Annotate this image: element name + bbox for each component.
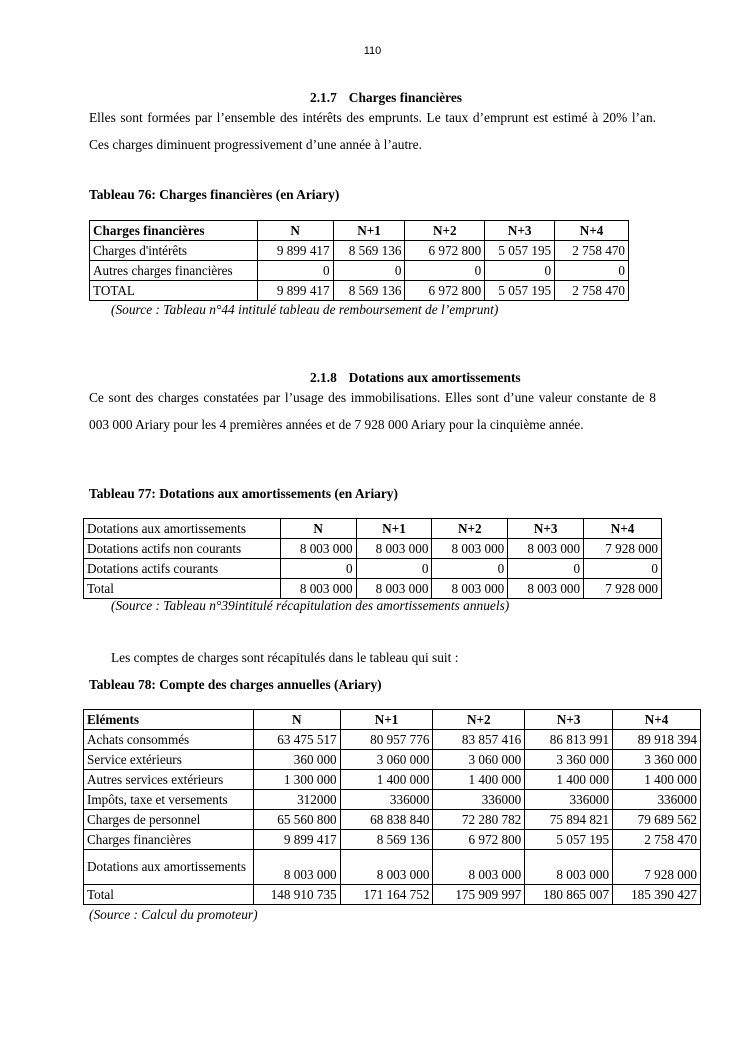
table-cell: 7 928 000 [584,539,662,559]
table-cell: Charges financières [84,830,254,850]
table-cell: 8 003 000 [432,539,508,559]
table-cell: 1 400 000 [613,770,701,790]
table-cell: 63 475 517 [253,730,340,750]
table-cell: 1 300 000 [253,770,340,790]
table-cell: 175 909 997 [433,885,525,905]
table-cell: 336000 [433,790,525,810]
table-header-cell: Dotations aux amortissements [84,519,281,539]
table-cell: 2 758 470 [613,830,701,850]
section-paragraph: Elles sont formées par l’ensemble des intérêts des emprunts. Le taux d’emprunt est estimé à 20% l’an. Ces charges diminuent progressivement d’une année à l’autre. [89,110,656,152]
table-row [84,790,701,810]
table-source: (Source : Tableau n°44 intitulé tableau de remboursement de l’emprunt) [111,302,499,317]
table-cell: 89 918 394 [613,730,701,750]
table-row [84,539,662,559]
intro-text: Les comptes de charges sont récapitulés dans le tableau qui suit : [111,650,459,665]
table-row [84,810,701,830]
table-cell: 8 003 000 [280,539,356,559]
table-cell: 336000 [340,790,433,810]
table-cell: 2 758 470 [555,281,629,301]
table-cell: 171 164 752 [340,885,433,905]
table-cell: 3 060 000 [340,750,433,770]
table-cell: 8 569 136 [333,241,405,261]
table-cell: 1 400 000 [525,770,613,790]
table-cell: 0 [333,261,405,281]
table-cell: 8 003 000 [433,850,525,885]
table-cell: 6 972 800 [433,830,525,850]
table-cell: 8 003 000 [525,850,613,885]
table-cell: 7 928 000 [613,850,701,885]
table-cell: 0 [356,559,432,579]
section-number: 2.1.8 [310,370,337,385]
table-cell: 0 [257,261,333,281]
table-source: (Source : Tableau n°39intitulé récapitulation des amortissements annuels) [111,598,510,613]
table-row [84,750,701,770]
table-cell: 7 928 000 [584,579,662,599]
table-cell: 8 003 000 [280,579,356,599]
table-header-cell: N+4 [613,710,701,730]
table-caption: Tableau 78: Compte des charges annuelles (Ariary) [89,677,382,692]
table-dotations-amortissements [83,518,662,599]
table-caption: Tableau 76: Charges financières (en Ariary) [89,187,340,202]
table-cell: 75 894 821 [525,810,613,830]
table-cell: 8 003 000 [508,579,584,599]
table-cell: Autres services extérieurs [84,770,254,790]
table-cell: 6 972 800 [405,241,485,261]
table-cell: 8 569 136 [340,830,433,850]
table-cell: Total [84,885,254,905]
table-cell: Dotations actifs non courants [84,539,281,559]
table-cell: 336000 [613,790,701,810]
table-cell: 8 003 000 [340,850,433,885]
table-cell: Dotations actifs courants [84,559,281,579]
table-cell: Impôts, taxe et versements [84,790,254,810]
table-cell: Charges de personnel [84,810,254,830]
table-row [90,241,629,261]
table-row [84,559,662,579]
table-header-cell: N [257,221,333,241]
table-row [84,730,701,750]
table-row [90,281,629,301]
section-number: 2.1.7 [310,90,337,105]
table-row [84,885,701,905]
table-header-row [84,710,701,730]
table-header-cell: N+3 [485,221,555,241]
table-cell: 3 060 000 [433,750,525,770]
table-compte-charges-annuelles [83,709,701,905]
table-header-cell: N+3 [508,519,584,539]
table-header-cell: N+1 [356,519,432,539]
table-cell: Achats consommés [84,730,254,750]
table-cell: 8 003 000 [356,579,432,599]
table-cell: 0 [432,559,508,579]
table-cell: 336000 [525,790,613,810]
table-cell: 8 003 000 [356,539,432,559]
table-cell: Total [84,579,281,599]
table-cell: 9 899 417 [257,281,333,301]
table-header-cell: N+3 [525,710,613,730]
table-header-cell: Charges financières [90,221,258,241]
table-cell: 8 569 136 [333,281,405,301]
table-header-row [90,221,629,241]
table-header-cell: N+1 [333,221,405,241]
table-cell: 68 838 840 [340,810,433,830]
table-cell: 79 689 562 [613,810,701,830]
table-cell: 8 003 000 [253,850,340,885]
table-cell: TOTAL [90,281,258,301]
table-caption: Tableau 77: Dotations aux amortissements (en Ariary) [89,486,398,501]
section-paragraph: Ce sont des charges constatées par l’usage des immobilisations. Elles sont d’une valeur constante de 8 003 000 Ariary pour les 4 premières années et de 7 928 000 Ariary pour la cinquième année. [89,390,656,432]
table-cell: Autres charges financières [90,261,258,281]
table-cell: 0 [485,261,555,281]
table-source: (Source : Calcul du promoteur) [89,907,258,922]
table-cell: 3 360 000 [525,750,613,770]
section-title: Dotations aux amortissements [348,370,521,385]
table-cell: 86 813 991 [525,730,613,750]
table-cell: 1 400 000 [340,770,433,790]
table-header-cell: N [253,710,340,730]
table-cell: Service extérieurs [84,750,254,770]
table-header-cell: N [280,519,356,539]
table-header-row [84,519,662,539]
page-number: 110 [363,45,382,57]
table-cell: 5 057 195 [485,281,555,301]
table-header-cell: N+4 [555,221,629,241]
table-cell: 80 957 776 [340,730,433,750]
table-cell: 148 910 735 [253,885,340,905]
table-cell: Dotations aux amortissements [84,850,254,885]
table-cell: 1 400 000 [433,770,525,790]
table-cell: 0 [508,559,584,579]
table-header-cell: N+2 [405,221,485,241]
table-cell: 9 899 417 [253,830,340,850]
table-cell: 9 899 417 [257,241,333,261]
table-cell: 185 390 427 [613,885,701,905]
table-cell: 0 [280,559,356,579]
table-header-cell: N+2 [432,519,508,539]
table-header-cell: N+4 [584,519,662,539]
table-cell: 180 865 007 [525,885,613,905]
table-cell: Charges d'intérêts [90,241,258,261]
table-header-cell: N+1 [340,710,433,730]
table-cell: 0 [555,261,629,281]
table-cell: 72 280 782 [433,810,525,830]
table-cell: 2 758 470 [555,241,629,261]
table-row [84,579,662,599]
table-row [90,261,629,281]
table-cell: 83 857 416 [433,730,525,750]
table-cell: 0 [405,261,485,281]
table-cell: 5 057 195 [485,241,555,261]
table-cell: 3 360 000 [613,750,701,770]
table-charges-financieres [89,220,629,301]
table-row [84,830,701,850]
table-cell: 5 057 195 [525,830,613,850]
table-cell: 8 003 000 [508,539,584,559]
table-header-cell: Eléments [84,710,254,730]
table-row [84,850,701,885]
section-title: Charges financières [348,90,462,105]
table-header-cell: N+2 [433,710,525,730]
table-cell: 0 [584,559,662,579]
table-cell: 360 000 [253,750,340,770]
table-cell: 6 972 800 [405,281,485,301]
table-row [84,770,701,790]
table-cell: 8 003 000 [432,579,508,599]
table-cell: 65 560 800 [253,810,340,830]
table-cell: 312000 [253,790,340,810]
